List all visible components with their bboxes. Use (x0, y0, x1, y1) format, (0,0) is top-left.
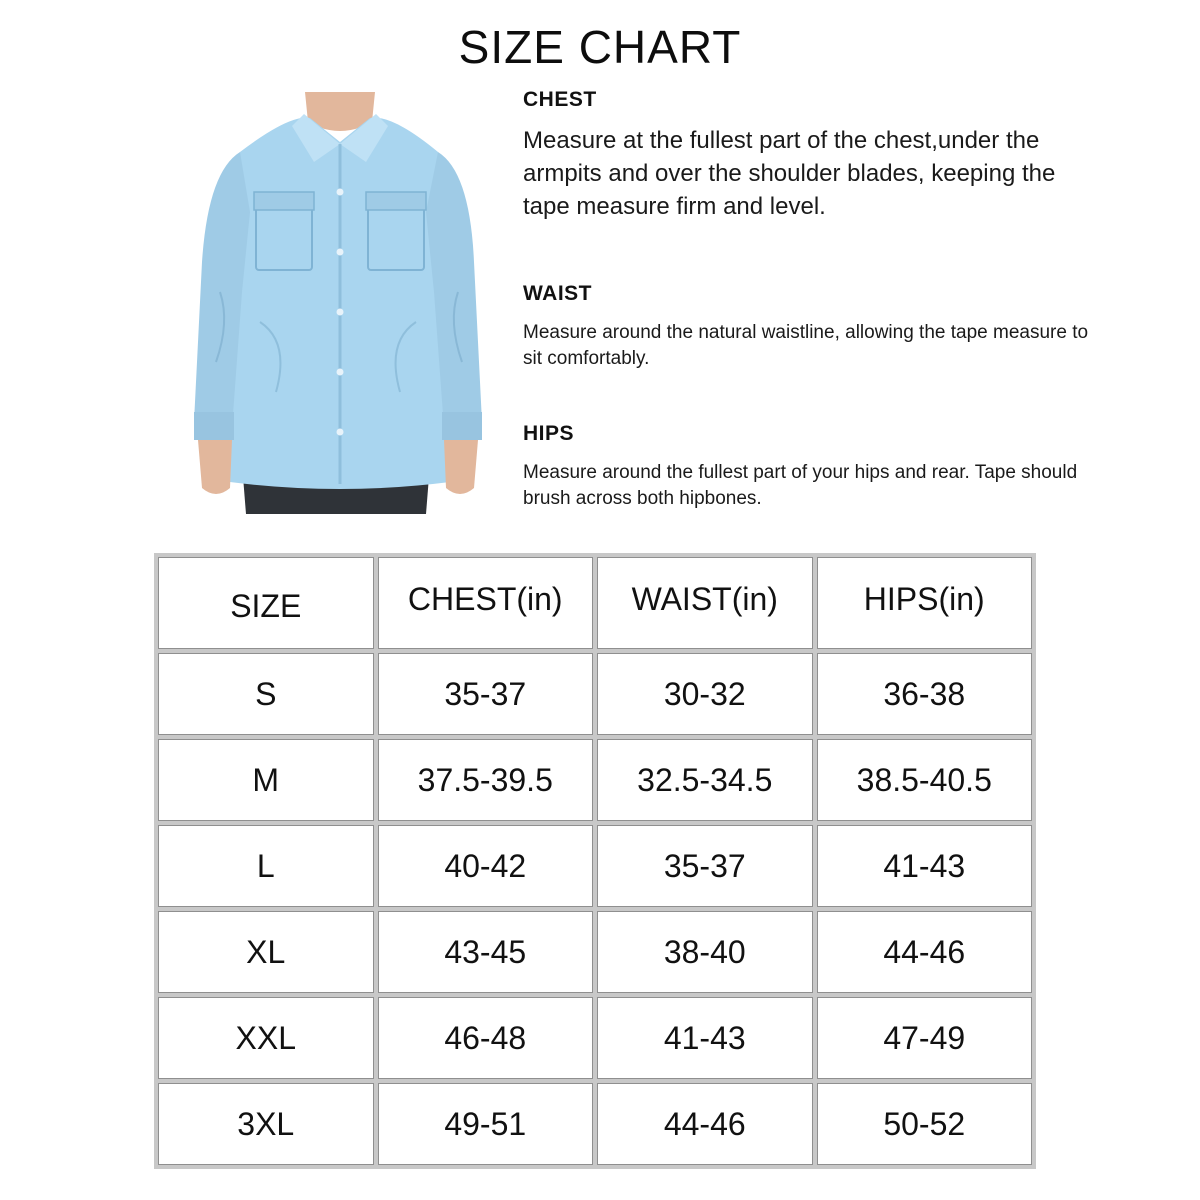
hips-instructions: Measure around the fullest part of your hips and rear. Tape should brush across both hipbones. (523, 462, 1078, 509)
size-cell: XL (158, 911, 374, 993)
waist-cell: 41-43 (597, 997, 813, 1079)
hips-heading: HIPS (523, 422, 575, 445)
chest-cell: 40-42 (378, 825, 594, 907)
hips-cell: 36-38 (817, 653, 1033, 735)
chest-cell: 46-48 (378, 997, 594, 1079)
chest-cell: 35-37 (378, 653, 594, 735)
size-cell: 3XL (158, 1083, 374, 1165)
table-header-row (158, 557, 1032, 649)
hips-cell: 38.5-40.5 (817, 739, 1033, 821)
table-row (158, 825, 1032, 907)
hips-cell: 50-52 (817, 1083, 1033, 1165)
table-row (158, 1083, 1032, 1165)
size-cell: S (158, 653, 374, 735)
chest-cell: 49-51 (378, 1083, 594, 1165)
waist-instructions: Measure around the natural waistline, allowing the tape measure to sit comfortably. (523, 322, 1089, 369)
hips-cell: 44-46 (817, 911, 1033, 993)
chest-cell: 43-45 (378, 911, 594, 993)
hips-section (523, 422, 1103, 512)
chest-cell: 37.5-39.5 (378, 739, 594, 821)
waist-cell: 38-40 (597, 911, 813, 993)
header-chest: CHEST(in) (378, 557, 594, 649)
header-size: SIZE (158, 557, 374, 649)
table-row (158, 653, 1032, 735)
shirt-model-image (180, 92, 490, 514)
header-hips: HIPS(in) (817, 557, 1033, 649)
size-cell: M (158, 739, 374, 821)
waist-cell: 32.5-34.5 (597, 739, 813, 821)
page-title: SIZE CHART (458, 21, 742, 73)
table-row (158, 911, 1032, 993)
hips-cell: 41-43 (817, 825, 1033, 907)
size-cell: L (158, 825, 374, 907)
chest-section (523, 88, 1103, 223)
chest-instructions: Measure at the fullest part of the chest,under the armpits and over the shoulder blades, keeping the tape measure firm and level. (523, 127, 1056, 220)
waist-cell: 35-37 (597, 825, 813, 907)
waist-section (523, 282, 1103, 372)
waist-heading: WAIST (523, 282, 592, 305)
waist-cell: 44-46 (597, 1083, 813, 1165)
table-row (158, 739, 1032, 821)
chest-heading: CHEST (523, 88, 597, 111)
size-cell: XXL (158, 997, 374, 1079)
header-waist: WAIST(in) (597, 557, 813, 649)
hips-cell: 47-49 (817, 997, 1033, 1079)
size-chart-table (154, 553, 1036, 1169)
waist-cell: 30-32 (597, 653, 813, 735)
table-row (158, 997, 1032, 1079)
